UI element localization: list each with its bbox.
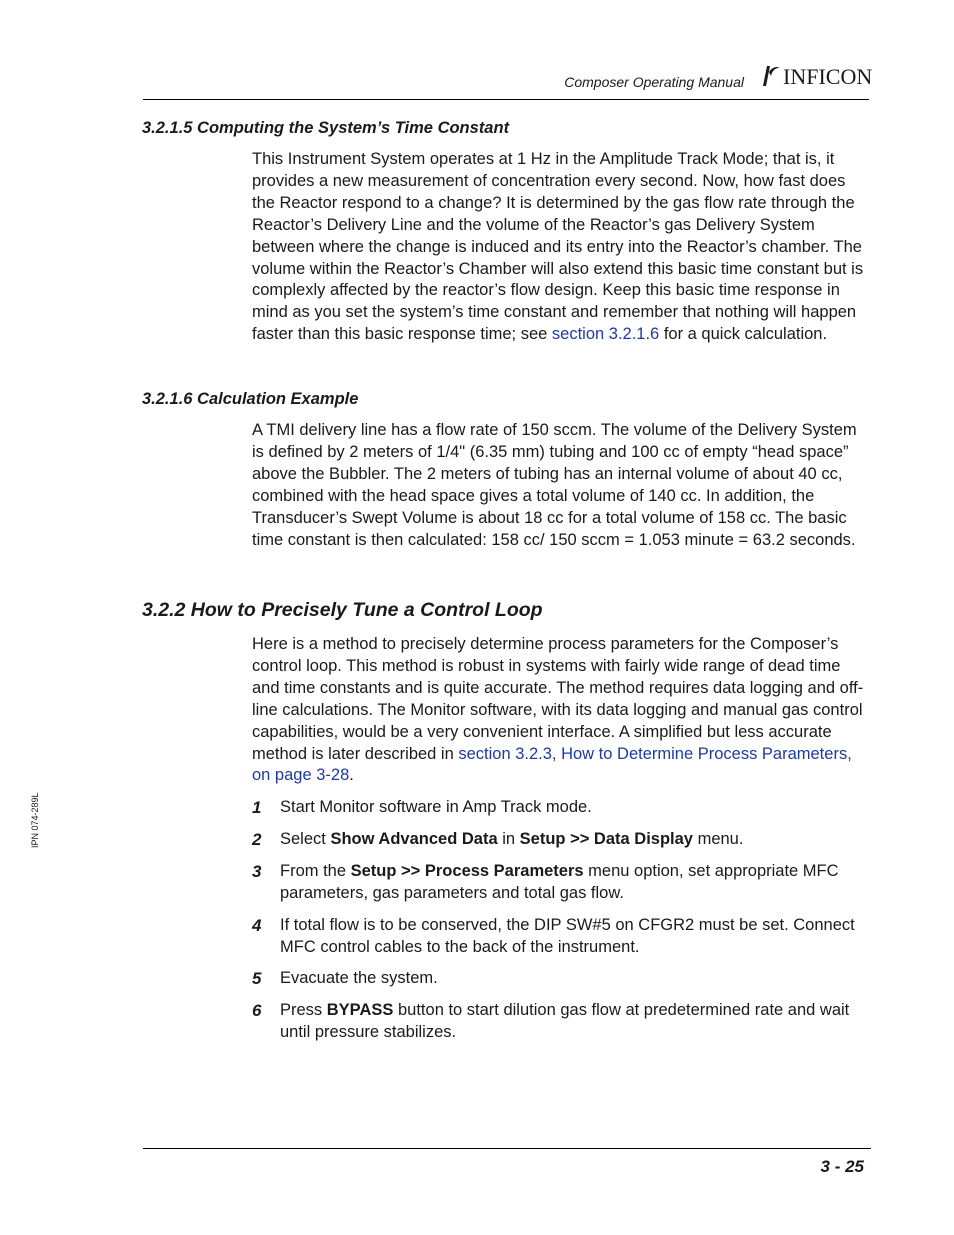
paragraph-time-constant xyxy=(252,149,872,346)
step-emphasis: Setup >> Process Parameters xyxy=(350,861,584,880)
paragraph-control-loop xyxy=(252,634,872,787)
heading-3-2-1-6: 3.2.1.6 Calculation Example xyxy=(142,390,359,408)
step-item xyxy=(252,968,872,990)
paragraph-text-end: . xyxy=(349,766,354,785)
step-text xyxy=(280,915,872,959)
step-text-part: Select xyxy=(280,829,331,848)
step-text xyxy=(280,797,872,819)
step-number: 4 xyxy=(252,915,262,935)
header-rule xyxy=(143,99,869,100)
step-number: 6 xyxy=(252,1001,262,1021)
step-text xyxy=(280,968,872,990)
paragraph-calculation-example: A TMI delivery line has a flow rate of 150 sccm. The volume of the Delivery System is defined by 2 meters of 1/4" (6.35 mm) tubing and 100 cc of empty “head space” above the Bubbler. The 2 meters of tubing has an internal volume of about 40 cc, combined with the head space gives a total volume of 140 cc. In addition, the Transducer’s Swept Volume is about 18 cc for a total volume of 158 cc. The basic time constant is then calculated: 158 cc/ 150 sccm = 1.053 minute = 63.2 seconds. xyxy=(252,421,857,549)
step-emphasis: Setup >> Data Display xyxy=(519,829,693,848)
step-item xyxy=(252,915,872,959)
section-link-3-2-1-6[interactable]: section 3.2.1.6 xyxy=(551,325,660,344)
step-number: 2 xyxy=(252,829,262,849)
step-text-part: menu. xyxy=(692,829,744,848)
document-code: IPN 074-289L xyxy=(30,792,40,848)
step-item xyxy=(252,861,872,905)
step-emphasis: BYPASS xyxy=(326,1001,394,1020)
step-number: 1 xyxy=(252,798,262,817)
paragraph-text: This Instrument System operates at 1 Hz in the Amplitude Track Mode; that is, it provides a new measurement of concentration every second. Now, how fast does the Reactor respond to a change? It is determined by the gas flow rate through the Reactor’s Delivery Line and the volume of the Reactor’s gas Delivery System between where the change is induced and its entry into the Reactor’s chamber. The volume within the Reactor’s Chamber will also extend this basic time constant but is complexly affected by the reactor’s flow design. Keep this basic time response in mind as you set the system’s time constant and remember that nothing will happen faster than this basic response time; see xyxy=(252,150,864,344)
step-emphasis: Show Advanced Data xyxy=(330,829,498,848)
step-item xyxy=(252,829,872,851)
logo-text: INFICON xyxy=(783,64,873,89)
heading-3-2-1-5: 3.2.1.5 Computing the System’s Time Constant xyxy=(142,119,510,137)
step-text xyxy=(280,1000,872,1044)
step-text-part: Evacuate the system. xyxy=(280,969,438,988)
step-item xyxy=(252,1000,872,1044)
footer-rule xyxy=(143,1148,871,1149)
page-number: 3 - 25 xyxy=(820,1157,864,1176)
step-item xyxy=(252,797,872,819)
procedure-steps xyxy=(252,797,872,1044)
section-link-3-2-3[interactable]: section 3.2.3, How to Determine Process Parameters, on page 3-28 xyxy=(252,744,852,785)
step-text-part: menu option, set appropriate MFC parameters, gas parameters and total gas flow. xyxy=(280,861,839,902)
step-number: 5 xyxy=(252,969,262,989)
step-number: 3 xyxy=(252,861,262,881)
step-text-part: From the xyxy=(280,861,351,880)
heading-3-2-2: 3.2.2 How to Precisely Tune a Control Loop xyxy=(142,599,543,621)
step-text-part: Start Monitor software in Amp Track mode. xyxy=(280,798,592,816)
paragraph-text: Here is a method to precisely determine process parameters for the Composer’s control loop. This method is robust in systems with fairly wide range of dead time and time constants and is quite accurate. The method requires data logging and off-line calculations. The Monitor software, with its data logging and manual gas control capabilities, would be a very convenient interface. A simplified but less accurate method is later described in xyxy=(252,635,864,763)
running-title: Composer Operating Manual xyxy=(564,74,744,90)
step-text-part: Press xyxy=(280,1001,327,1020)
step-text-part: in xyxy=(497,829,520,848)
step-text xyxy=(280,829,872,851)
paragraph-text-end: for a quick calculation. xyxy=(659,325,828,344)
step-text-part: button to start dilution gas flow at predetermined rate and wait until pressure stabilizes. xyxy=(280,1001,850,1042)
inficon-logo xyxy=(760,62,872,88)
inficon-emblem-icon xyxy=(760,64,780,88)
step-text xyxy=(280,861,872,905)
step-text-part: If total flow is to be conserved, the DIP SW#5 on CFGR2 must be set. Connect MFC control cables to the back of the instrument. xyxy=(280,915,855,956)
